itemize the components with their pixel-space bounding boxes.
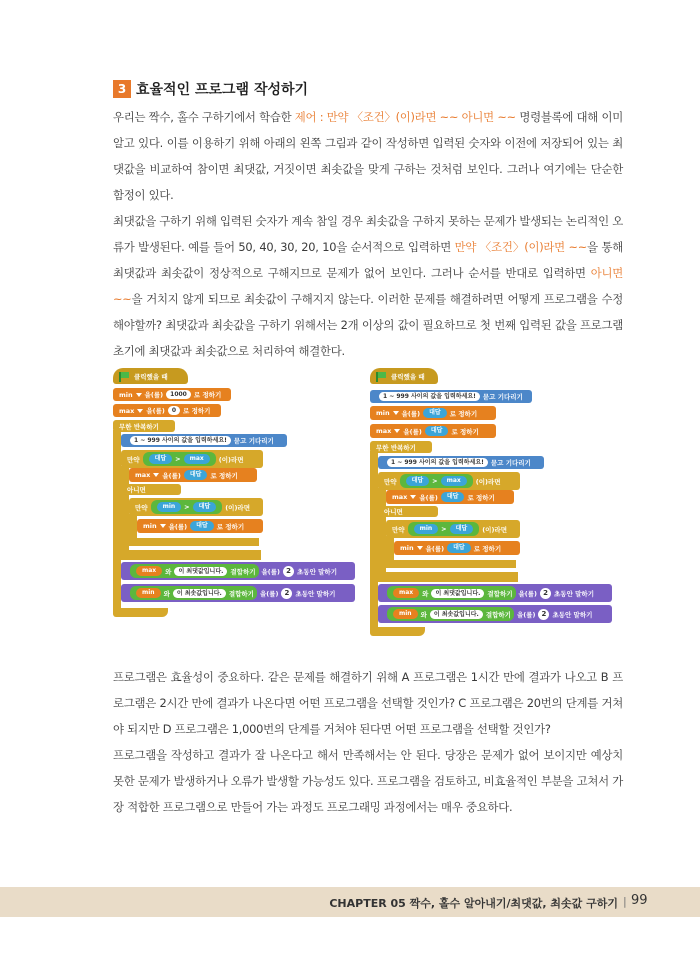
else-block: 아니면 [121, 484, 181, 495]
gt-operator: 대답 > max [143, 452, 216, 466]
para1-pre: 우리는 짝수, 홀수 구하기에서 학습한 [113, 110, 295, 124]
set-max-block: max 을(를) 0 로 정하기 [113, 404, 221, 417]
forever-bottom [113, 608, 168, 617]
paragraph-efficiency: 프로그램은 효율성이 중요하다. 같은 문제를 해결하기 위해 A 프로그램은 1시간 만에 결과가 나오고 B 프로그램은 2시간 만에 결과가 나온다면 어떤 프로그램을 선택할 것인가? C 프로그램은 20번의 단계를 거쳐야 되지만 D 프로그램은 1,000번의 단계를 거쳐야 된다면 어떤 프로그램을 선택할 것인가? [113, 670, 623, 736]
if-block: 만약 대답 > max (이)라면 [378, 472, 520, 490]
paragraph-review: 프로그램을 작성하고 결과가 잘 나온다고 해서 만족해서는 안 된다. 당장은 문제가 없어 보이지만 예상치 못한 문제가 발생하거나 오류가 발생할 가능성도 있다. 프로그램을 검토하고, 비효율적인 부분을 고쳐서 가장 적합한 프로그램으로 만들어 가는 과정도 프로그래밍 과정에서는 매우 중요하다. [113, 748, 623, 814]
forever-arm [370, 451, 378, 631]
dropdown-icon [136, 393, 142, 397]
green-flag-icon [376, 372, 386, 380]
green-flag-icon [119, 372, 129, 380]
when-flag-clicked-block: 클릭했을 때 [370, 368, 438, 384]
say-min-block: min 와 이 최솟값입니다. 결합하기 을(를) 2 초동안 말하기 [121, 584, 355, 602]
set-min-answer-block: min 을(를) 대답 로 정하기 [394, 541, 520, 555]
forever-arm [113, 430, 121, 612]
para2-b: 을 통해 최댓값과 최솟값이 정상적으로 구해지므로 문제가 없어 보인다. 그러나 순서를 반대로 입력하면 [113, 240, 623, 280]
if-block: 만약 대답 > max (이)라면 [121, 450, 263, 468]
ask-block: 1 ~ 999 사이의 값을 입력하세요! 묻고 기다리기 [378, 456, 544, 469]
set-min-answer-block: min 을(를) 대답 로 정하기 [137, 519, 263, 533]
else-block: 아니면 [378, 506, 438, 517]
section-number: 3 [113, 80, 131, 98]
if-min-block: 만약 min > 대답 (이)라면 [386, 520, 520, 538]
page-number: 99 [631, 893, 648, 908]
page-footer [0, 887, 700, 917]
if-min-bottom [386, 560, 516, 568]
paragraph-problem [113, 208, 623, 364]
if-arm [378, 488, 386, 580]
para1-highlight: 제어 : 만약 〈조건〉(이)라면 ~~ 아니면 ~~ [294, 110, 516, 124]
scratch-script-right [370, 368, 615, 638]
say-max-block: max 와 이 최댓값입니다. 결합하기 을(를) 2 초동안 말하기 [121, 562, 355, 580]
ask-block: 1 ~ 999 사이의 값을 입력하세요! 묻고 기다리기 [121, 434, 287, 447]
para2-a: 최댓값을 구하기 위해 입력된 숫자가 계속 참일 경우 최솟값을 구하지 못하는 문제가 발생되는 논리적인 오류가 발생된다. 예를 들어 50, 40, 30, 20, 10을 순서적으로 입력하면 [113, 214, 623, 254]
set-max-answer-block: max 을(를) 대답 로 정하기 [129, 468, 257, 482]
forever-bottom [370, 627, 425, 636]
if-min-bottom [129, 538, 259, 546]
set-min-block: min 을(를) 1000 로 정하기 [113, 388, 231, 401]
para2-hl2: 아니면 ~~ [113, 266, 623, 306]
if-arm [121, 466, 129, 558]
footer-separator: | [623, 895, 627, 908]
if-bottom [378, 572, 518, 582]
say-min-block: min 와 이 최솟값입니다. 결합하기 을(를) 2 초동안 말하기 [378, 605, 612, 623]
dropdown-icon [137, 409, 143, 413]
para2-hl1: 만약 〈조건〉(이)라면 ~~ [454, 240, 588, 254]
section-heading [113, 78, 308, 100]
para1-post: 명령블록에 대해 이미 알고 있다. 이를 이용하기 위해 아래의 왼쪽 그림과 같이 작성하면 입력된 숫자와 이전에 저장되어 있는 최댓값을 비교하여 참이면 최댓값, 거짓이면 최솟값을 맞게 구하는 것처럼 보인다. 그러나 여기에는 단순한 함정이 있다. [113, 110, 623, 202]
set-max-answer-block: max 을(를) 대답 로 정하기 [386, 490, 514, 504]
if-min-block: 만약 min > 대답 (이)라면 [129, 498, 263, 516]
set-min-init-block: min 을(를) 대답 로 정하기 [370, 406, 496, 420]
footer-chapter-title: CHAPTER 05 짝수, 홀수 알아내기/최댓값, 최솟값 구하기 [329, 897, 618, 910]
when-flag-clicked-block: 클릭했을 때 [113, 368, 188, 384]
ask-block-init: 1 ~ 999 사이의 값을 입력하세요! 묻고 기다리기 [370, 390, 532, 403]
forever-block: 무한 반복하기 [370, 441, 432, 453]
scratch-script-left [113, 368, 358, 618]
section-title: 효율적인 프로그램 작성하기 [136, 82, 309, 98]
set-max-init-block: max 을(를) 대답 로 정하기 [370, 424, 496, 438]
paragraph-intro [113, 104, 623, 208]
say-max-block: max 와 이 최댓값입니다. 결합하기 을(를) 2 초동안 말하기 [378, 584, 612, 602]
forever-block: 무한 반복하기 [113, 420, 175, 432]
para2-c: 을 거치지 않게 되므로 최솟값이 구해지지 않는다. 이러한 문제를 해결하려면 어떻게 프로그램을 수정해야할까? 최댓값과 최솟값을 구하기 위해서는 2개 이상의 값이 필요하므로 첫 번째 입력된 값을 프로그램 초기에 최댓값과 최솟값으로 처리하여 해결한다. [113, 292, 623, 358]
if-bottom [121, 550, 261, 560]
